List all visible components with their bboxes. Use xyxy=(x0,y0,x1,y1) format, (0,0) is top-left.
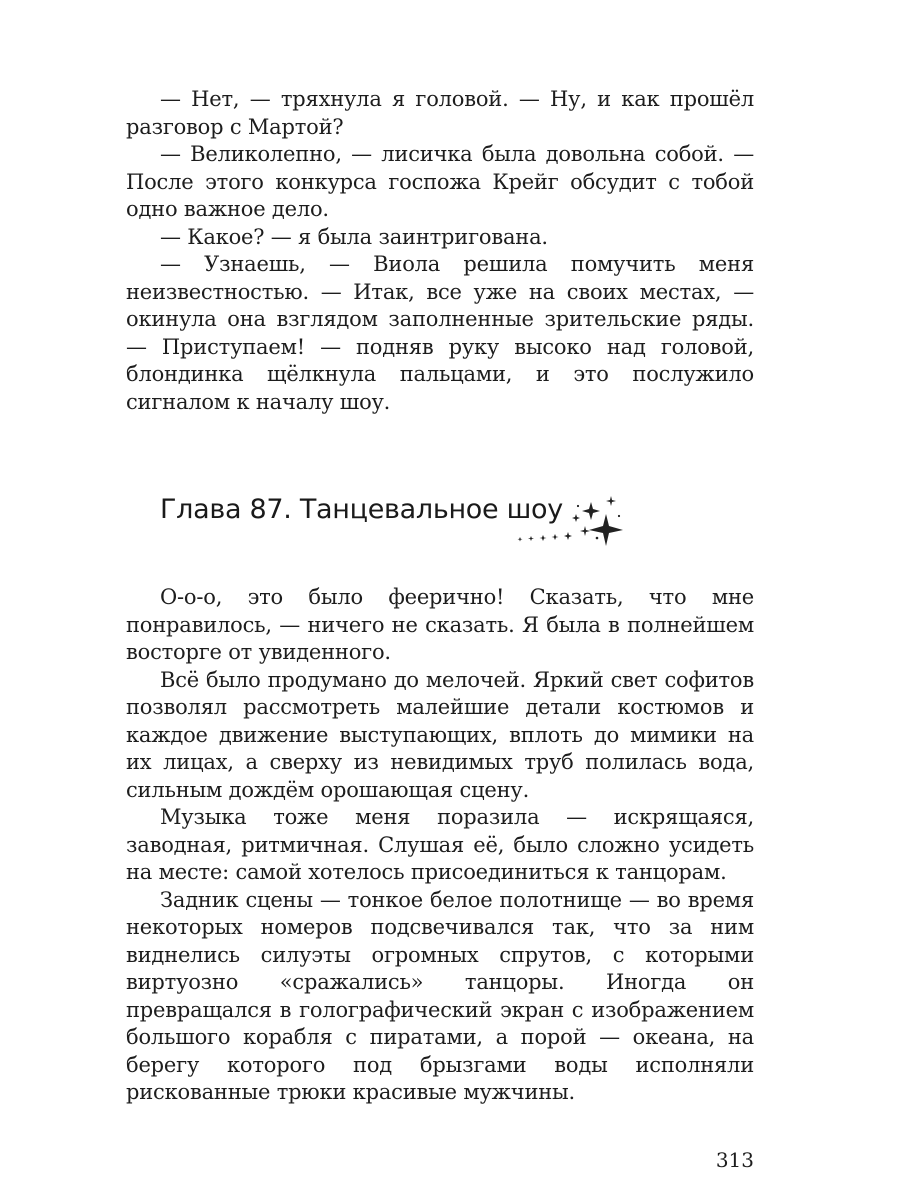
chapter-heading xyxy=(126,492,686,562)
chapter-title: Глава 87. Танцевальное шоу xyxy=(160,494,563,525)
paragraph: — Нет, — тряхнула я головой. — Ну, и как прошёл разговор с Мартой? xyxy=(126,87,754,139)
paragraph: — Великолепно, — лисичка была довольна собой. — После этого конкурса госпожа Крейг обсудит с тобой одно важное дело. xyxy=(126,142,754,221)
paragraph: — Какое? — я была заинтригована. xyxy=(160,224,548,249)
paragraph: Музыка тоже меня поразила — искрящаяся, заводная, ритмичная. Слушая её, было сложно усидеть на месте: самой хотелось присоединиться к танцорам. xyxy=(126,805,754,884)
intro-text xyxy=(126,86,754,426)
paragraph: Всё было продумано до мелочей. Яркий свет софитов позволял рассмотреть малейшие детали костюмов и каждое движение выступающих, вплоть до мимики на их лицах, а сверху из невидимых труб полилась вода, сильным дождём орошающая сцену. xyxy=(126,667,754,802)
sparkle-stars-icon xyxy=(511,492,626,552)
paragraph: Задник сцены — тонкое белое полотнище — во время некоторых номеров подсвечивался так, что за ним виднелись силуэты огромных спрутов, с которыми виртуозно «сражались» танцоры. Иногда он превращался в голографический экран с изображением большого корабля с пиратами, а порой — океана, на берегу которого под брызгами воды исполняли рискованные трюки красивые мужчины. xyxy=(126,887,754,1104)
chapter-body xyxy=(126,584,754,1107)
paragraph: О-о-о, это было феерично! Сказать, что мне понравилось, — ничего не сказать. Я была в полнейшем восторге от увиденного. xyxy=(126,585,754,664)
page-number: 313 xyxy=(715,1148,754,1172)
paragraph: — Узнаешь, — Виола решила помучить меня неизвестностью. — Итак, все уже на своих местах, — окинула она взглядом заполненные зрительские ряды. — Приступаем! — подняв руку высоко над головой, блондинка щёлкнула пальцами, и это послужило сигналом к началу шоу. xyxy=(126,252,754,414)
